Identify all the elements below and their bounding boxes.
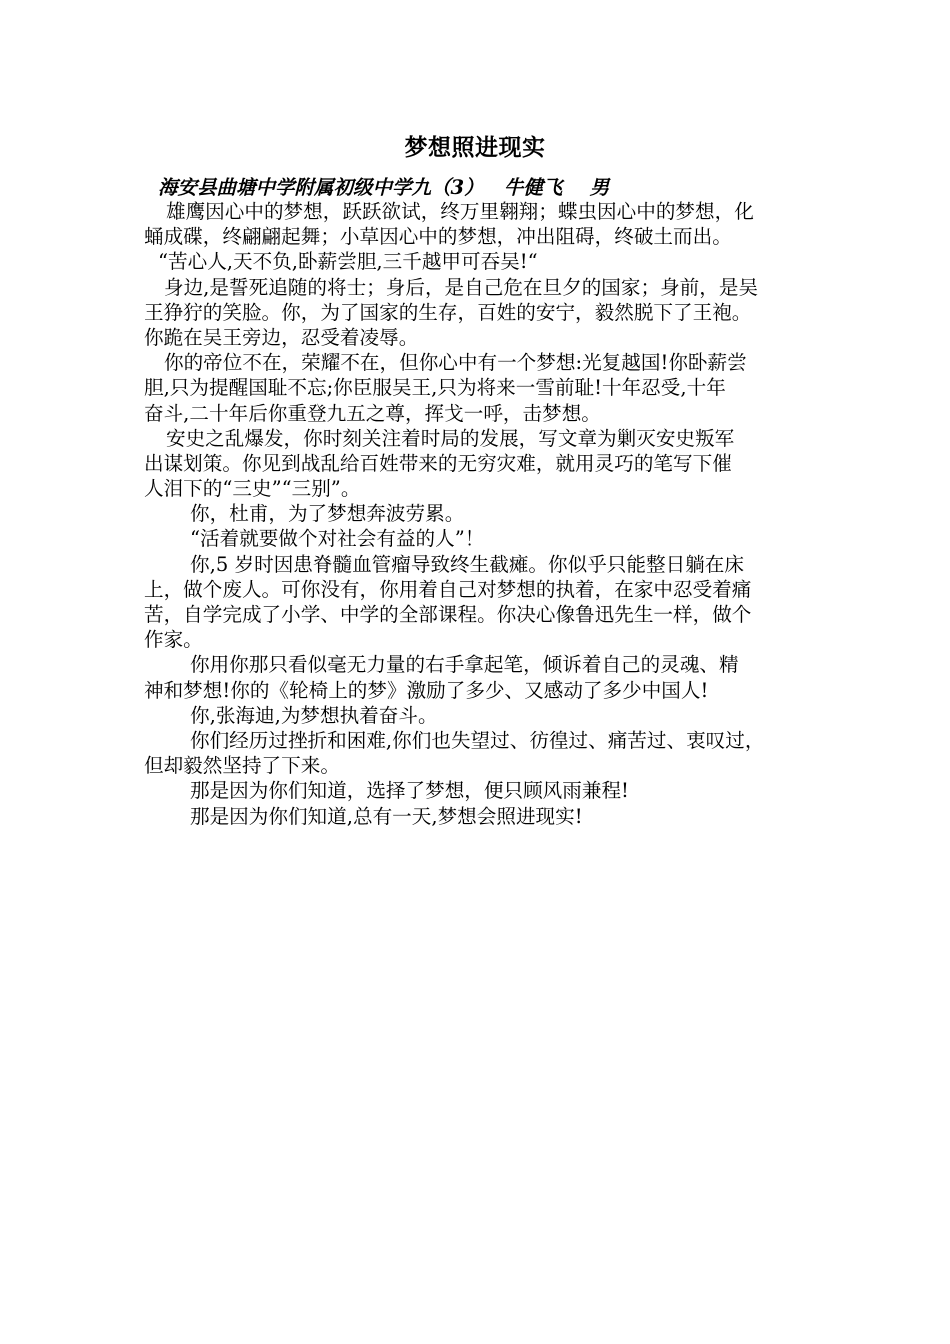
text-line: 你，杜甫，为了梦想奔波劳累。 <box>190 502 465 526</box>
paragraph <box>144 652 810 702</box>
text-line: 身边,是誓死追随的将士；身后，是自己危在旦夕的国家；身前，是吴 <box>164 275 759 299</box>
text-line: 神和梦想!你的《轮椅上的梦》激励了多少、又感动了多少中国人! <box>144 678 709 702</box>
text-line: 你用你那只看似毫无力量的右手拿起笔，倾诉着自己的灵魂、精 <box>190 653 739 677</box>
text-line: 但却毅然坚持了下来。 <box>144 754 340 778</box>
paragraph <box>144 199 810 249</box>
paragraph <box>144 728 810 778</box>
text-line: “苦心人,天不负,卧薪尝胆,三千越甲可吞吴!“ <box>158 250 538 274</box>
paragraph <box>144 552 810 653</box>
paragraph <box>144 501 810 526</box>
paragraph <box>144 778 810 803</box>
text-line: 那是因为你们知道,总有一天,梦想会照进现实! <box>190 804 583 828</box>
paragraph <box>144 249 810 274</box>
text-line: 你们经历过挫折和困难,你们也失望过、彷徨过、痛苦过、衷叹过， <box>190 728 765 752</box>
text-line: 人泪下的“三史”“三别”。 <box>144 477 361 501</box>
author-byline: 海安县曲塘中学附属初级中学九（3） 牛健飞 男 <box>158 176 610 199</box>
text-line: 你,5 岁时因患脊髓血管瘤导致终生截瘫。你似乎只能整日躺在床 <box>190 552 744 576</box>
text-line: 王狰狞的笑脸。你，为了国家的生存，百姓的安宁，毅然脱下了王袍。 <box>144 300 752 324</box>
paragraph <box>144 350 810 426</box>
text-line: 你的帝位不在，荣耀不在，但你心中有一个梦想:光复越国!你卧薪尝 <box>164 351 747 375</box>
text-line: 出谋划策。你见到战乱给百姓带来的无穷灾难，就用灵巧的笔写下催 <box>144 451 732 475</box>
text-line: 胆,只为提醒国耻不忘;你臣服吴王,只为将来一雪前耻!十年忍受,十年 <box>144 376 726 400</box>
text-line: 你,张海迪,为梦想执着奋斗。 <box>190 703 438 727</box>
text-line: 你跪在吴王旁边，忍受着凌辱。 <box>144 325 419 349</box>
document-title: 梦想照进现实 <box>404 134 546 161</box>
text-line: 作家。 <box>144 628 203 652</box>
text-line: “活着就要做个对社会有益的人”！ <box>190 527 485 551</box>
text-line: 上，做个废人。可你没有，你用着自己对梦想的执着，在家中忍受着痛 <box>144 577 752 601</box>
text-line: 蛹成碟，终翩翩起舞；小草因心中的梦想，冲出阻碍，终破土而出。 <box>144 225 732 249</box>
text-line: 那是因为你们知道，选择了梦想，便只顾风雨兼程! <box>190 779 629 803</box>
paragraph <box>144 526 810 551</box>
essay-body <box>144 199 810 829</box>
text-line: 安史之乱爆发，你时刻关注着时局的发展，写文章为剿灭安史叛军 <box>166 426 735 450</box>
paragraph <box>144 804 810 829</box>
text-line: 奋斗,二十年后你重登九五之尊，挥戈一呼，击梦想。 <box>144 401 601 425</box>
text-line: 雄鹰因心中的梦想，跃跃欲试，终万里翱翔；蝶虫因心中的梦想，化 <box>166 200 754 223</box>
paragraph <box>144 426 810 502</box>
paragraph <box>144 703 810 728</box>
text-line: 苦，自学完成了小学、中学的全部课程。你决心像鲁迅先生一样，做个 <box>144 603 752 626</box>
paragraph <box>144 275 810 351</box>
